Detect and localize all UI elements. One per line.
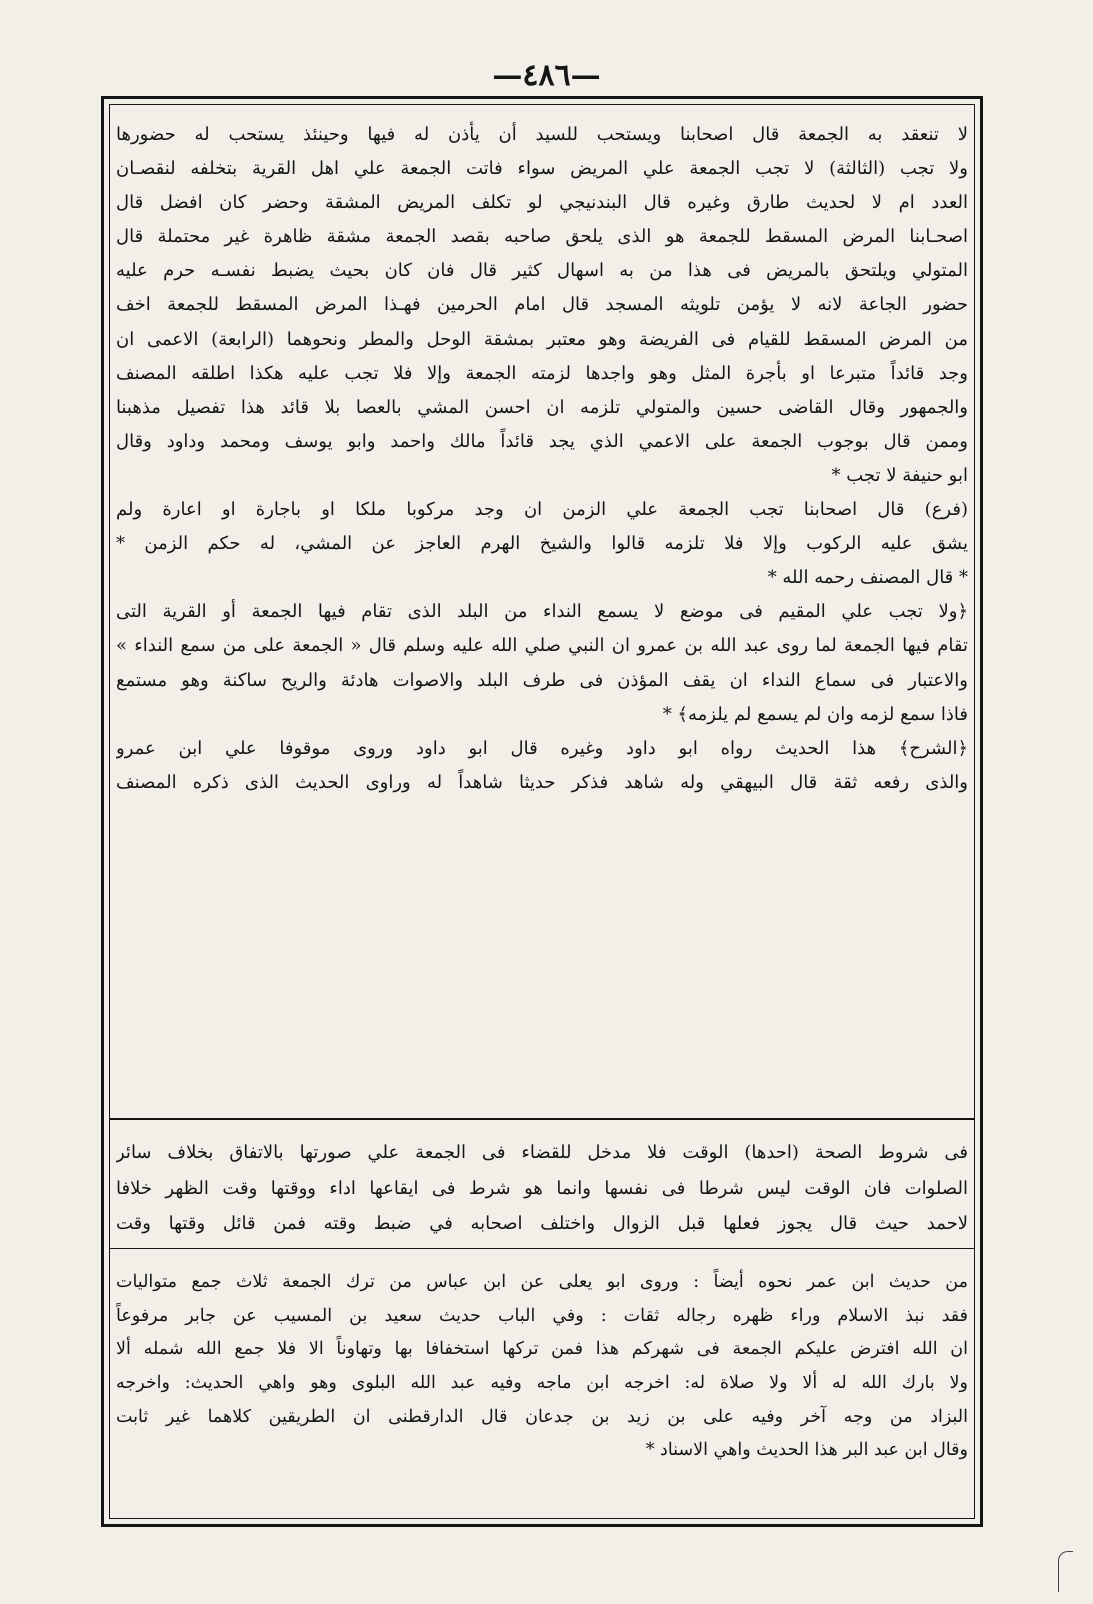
main-line: وجد قائداً متبرعا او بأجرة المثل وهو واجدها لزمته الجمعة وإلا فلا تجب عليه هكذا اطلقه المصنف <box>116 362 968 384</box>
middle-line: فى شروط الصحة (احدها) الوقت فلا مدخل للقضاء فى الجمعة علي صورتها بالاتفاق بخلاف سائر <box>116 1142 968 1163</box>
main-line: ﴿الشرح﴾ هذا الحديث رواه ابو داود وغيره قال ابو داود وروى موقوفا علي ابن عمرو <box>116 737 968 759</box>
footnote-divider <box>109 1248 975 1249</box>
footnote-line: من حديث ابن عمر نحوه أيضاً : وروى ابو يعلى عن ابن عباس من ترك الجمعة ثلاث جمع متواليات <box>116 1272 968 1292</box>
footnote-line: وقال ابن عبد البر هذا الحديث واهي الاسناد * <box>645 1440 968 1461</box>
main-line: ﴿ولا تجب علي المقيم فى موضع لا يسمع النداء من البلد الذى تقام فيها الجمعة أو القرية التى <box>116 601 968 623</box>
footnote-line: ان الله افترض عليكم الجمعة فى شهركم هذا فمن تركها استخفافا بها وتهاوناً الا فلا جمع الله شمله ألا <box>116 1339 968 1360</box>
section-divider <box>109 1118 975 1120</box>
main-line: يشق عليه الركوب وإلا فلا تلزمه قالوا والشيخ الهرم العاجز عن المشي، له حكم الزمن * <box>116 533 968 555</box>
main-line: العدد ام لا لحديث طارق وغيره قال البندنيجي لو تكلف المريض المشقة وحضر كان افضل قال <box>116 192 968 214</box>
footnote-line: البزاد من وجه آخر وفيه على بن زيد بن جدعان قال الدارقطنى ان الطريقين كلاهما غير ثابت <box>116 1406 968 1427</box>
main-line: والذى رفعه ثقة قال البيهقي وله شاهد فذكر حديثا شاهداً له وراوى الحديث الذى ذكره المصنف <box>116 771 968 793</box>
main-line: * قال المصنف رحمه الله * <box>767 567 968 589</box>
main-line: والجمهور وقال القاضى حسين والمتولي تلزمه ان احسن المشي بالعصا بلا قائد هذا تفصيل مذهبنا <box>116 396 968 418</box>
main-line: المتولي ويلتحق بالمريض فى هذا من به اسهال كثير قال فان كان بحيث يضبط نفسـه حرم عليه <box>116 260 968 282</box>
main-line: فاذا سمع لزمه وان لم يسمع لم يلزمه﴾ * <box>662 703 968 725</box>
main-line: اصحـابنا المرض المسقط للجمعة هو الذى يلحق صاحبه بقصد الجمعة مشقة ظاهرة غير محتملة قال <box>116 226 968 248</box>
footnote-line: ولا بارك الله له ألا ولا صلاة له: اخرجه ابن ماجه وفيه عبد الله البلوى وهو واهي الحديث: واخرجه <box>116 1373 968 1394</box>
middle-line: الصلوات فان الوقت ليس شرطا فى نفسها وانما هو شرط فى ايقاعها اداء ووقتها وقت الظهر خلافا <box>116 1177 968 1199</box>
main-line: (فرع) قال اصحابنا تجب الجمعة علي الزمن ان وجد مركوبا ملكا او باجارة او اعارة ولم <box>116 499 968 521</box>
page-number: —٤٨٦— <box>492 58 601 93</box>
middle-line: لاحمد حيث قال يجوز فعلها قبل الزوال واختلف اصحابه في ضبط وقته فمن قائل وقتها وقت <box>116 1213 968 1234</box>
middle-text <box>116 1135 968 1242</box>
main-line: حضور الجاعة لانه لا يؤمن تلويثه المسجد قال امام الحرمين فهـذا المرض المسقط للجمعة اخف <box>116 294 968 316</box>
main-text <box>116 118 968 800</box>
main-line: والاعتبار فى سماع النداء ان يقف المؤذن فى طرف البلد والاصوات هادئة والريح ساكنة وهو مستمع <box>116 669 968 691</box>
main-line: ولا تجب (الثالثة) لا تجب الجمعة علي المريض سواء فاتت الجمعة علي اهل القرية بتخلفه لنقصـان <box>116 158 968 180</box>
main-line: ابو حنيفة لا تجب * <box>831 464 968 486</box>
main-line: تقام فيها الجمعة لما روى عبد الله بن عمرو ان النبي صلي الله عليه وسلم قال « الجمعة على من سمع النداء » <box>116 635 968 657</box>
footnote-line: فقد نبذ الاسلام وراء ظهره رجاله ثقات : وفي الباب حديث سعيد بن المسيب عن جابر مرفوعاً <box>116 1305 968 1326</box>
page-edge-mark <box>1058 1551 1073 1592</box>
footnote-text <box>116 1266 968 1468</box>
main-line: من المرض المسقط للقيام فى الفريضة وهو معتبر بمشقة الوحل والمطر ونحوهما (الرابعة) الاعمى ان <box>116 328 968 350</box>
main-line: لا تنعقد به الجمعة قال اصحابنا ويستحب للسيد أن يأذن له فيها وحينئذ يستحب له حضورها <box>116 124 968 145</box>
main-line: وممن قال بوجوب الجمعة على الاعمي الذي يجد قائداً مالك واحمد وابو يوسف ومحمد وداود وقال <box>116 430 968 452</box>
